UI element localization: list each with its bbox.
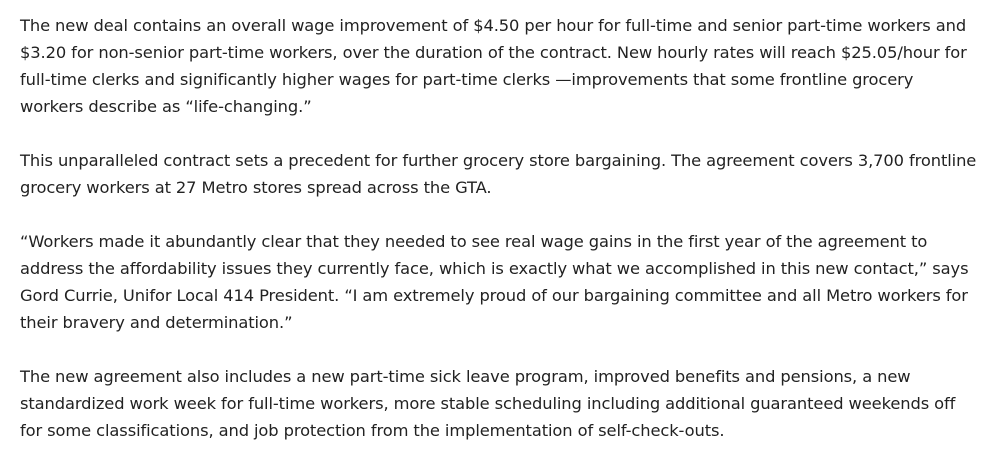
paragraph-president-quote: “Workers made it abundantly clear that they needed to see real wage gains in the first year of the agreement to address the affordability issues they currently face, which is exactly what we accomplished in this new contact,” says Gord Currie, Unifor Local 414 President. “I am extremely proud of our bargaining committee and all Metro workers for their bravery and determination.” xyxy=(20,232,969,332)
paragraph-additional-benefits: The new agreement also includes a new part-time sick leave program, improved benefits and pensions, a new standardized work week for full-time workers, more stable scheduling including additional guaranteed weekends off for some classifications, and job protection from the implementation of self-check-outs. xyxy=(20,367,956,440)
article-body xyxy=(20,12,980,444)
paragraph-contract-precedent: This unparalleled contract sets a precedent for further grocery store bargaining. The agreement covers 3,700 frontline grocery workers at 27 Metro stores spread across the GTA. xyxy=(20,151,977,197)
paragraph-wage-improvement: The new deal contains an overall wage improvement of $4.50 per hour for full-time and senior part-time workers and $3.20 for non-senior part-time workers, over the duration of the contract. New hourly rates will reach $25.05/hour for full-time clerks and significantly higher wages for part-time clerks —improvements that some frontline grocery workers describe as “life-changing.” xyxy=(20,16,967,116)
